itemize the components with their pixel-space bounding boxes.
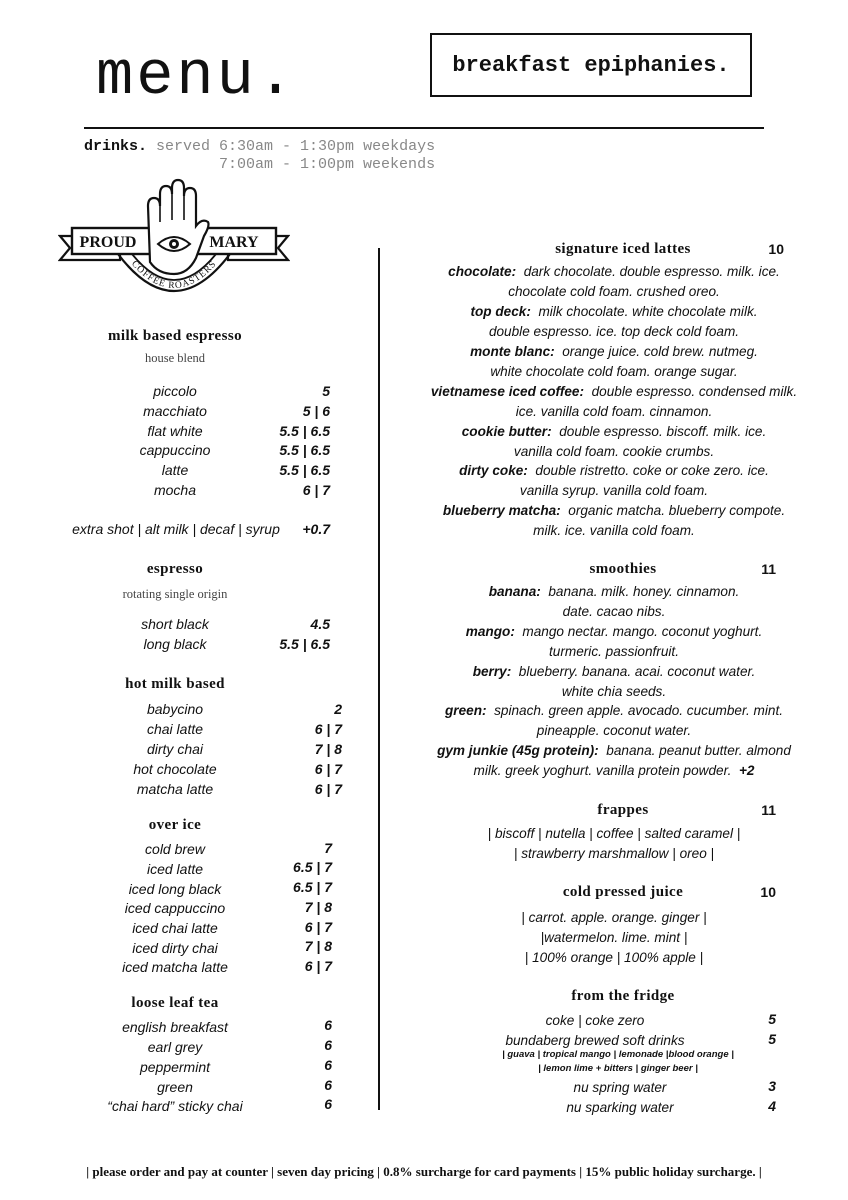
- menu-item-price: 5 | 6: [302, 403, 330, 419]
- footer-notice: | please order and pay at counter | seven day pricing | 0.8% surcharge for card payments | 15% public holiday surcharge. |: [86, 1164, 762, 1179]
- section-price-iced-lattes: 10: [768, 241, 784, 257]
- menu-item-price: 5.5 | 6.5: [279, 423, 330, 439]
- smoothie-berry-desc: white chia seeds.: [561, 684, 667, 699]
- iced-latte-cookie-butter: cookie butter: double espresso. biscoff. milk. ice.: [461, 424, 767, 439]
- section-title-smoothies: smoothies: [589, 561, 657, 577]
- menu-item-name: cold brew: [145, 841, 205, 857]
- menu-item-price: 6: [324, 1037, 332, 1053]
- fridge-item-spring-water: nu spring water: [573, 1080, 667, 1095]
- section-price-frappes: 11: [761, 802, 776, 818]
- fridge-price-bundaberg: 5: [768, 1031, 776, 1047]
- logo-proud-text: PROUD: [79, 234, 137, 251]
- iced-latte-top-deck: top deck: milk chocolate. white chocolate milk.: [470, 304, 758, 319]
- menu-item-name: iced cappuccino: [124, 900, 226, 916]
- menu-item-name: iced matcha latte: [122, 959, 228, 975]
- section-title-juice: cold pressed juice: [562, 884, 684, 900]
- section-title-iced-lattes: signature iced lattes: [555, 241, 691, 257]
- extras-price: +0.7: [302, 521, 330, 537]
- menu-item-name: english breakfast: [122, 1019, 228, 1035]
- tagline: breakfast epiphanies.: [452, 52, 730, 78]
- iced-latte-vietnamese-desc: ice. vanilla cold foam. cinnamon.: [515, 404, 713, 419]
- menu-item-name: “chai hard” sticky chai: [107, 1098, 243, 1114]
- menu-item-price: 6.5 | 7: [293, 879, 332, 895]
- menu-item-price: 6 | 7: [314, 781, 342, 797]
- smoothie-green-desc: pineapple. coconut water.: [536, 723, 692, 738]
- fridge-item-coke: coke | coke zero: [545, 1013, 645, 1028]
- section-title-espresso: espresso: [146, 561, 204, 577]
- section-subtitle-single-origin: rotating single origin: [122, 587, 228, 601]
- section-title-fridge: from the fridge: [571, 988, 675, 1004]
- menu-item-price: 7: [324, 840, 332, 856]
- hours-weekends: 7:00am - 1:00pm weekends: [219, 156, 436, 173]
- iced-latte-cookie-butter-desc: vanilla cold foam. cookie crumbs.: [513, 444, 715, 459]
- menu-item-name: piccolo: [153, 383, 197, 399]
- menu-item-price: 5.5 | 6.5: [279, 462, 330, 478]
- drinks-hours: [84, 138, 435, 174]
- section-title-over-ice: over ice: [148, 817, 202, 833]
- smoothie-gym-junkie: gym junkie (45g protein): banana. peanut butter. almond: [437, 743, 791, 758]
- iced-latte-dirty-coke-desc: vanilla syrup. vanilla cold foam.: [519, 483, 709, 498]
- menu-item-name: iced chai latte: [132, 920, 218, 936]
- menu-item-price: 5.5 | 6.5: [279, 442, 330, 458]
- section-title-tea: loose leaf tea: [131, 995, 219, 1011]
- section-price-smoothies: 11: [761, 561, 776, 577]
- iced-latte-vietnamese: vietnamese iced coffee: double espresso. condensed milk.: [430, 384, 798, 399]
- menu-item-price: 6: [324, 1057, 332, 1073]
- menu-item-name: latte: [161, 462, 189, 478]
- smoothie-gym-junkie-desc: milk. greek yoghurt. vanilla protein powder. +2: [473, 763, 755, 778]
- iced-latte-top-deck-desc: double espresso. ice. top deck cold foam.: [488, 324, 740, 339]
- proud-mary-logo: [58, 178, 290, 306]
- menu-item-name: iced latte: [146, 861, 204, 877]
- smoothie-green: green: spinach. green apple. avocado. cucumber. mint.: [444, 703, 784, 718]
- fridge-flavours-1: | guava | tropical mango | lemonade |blood orange |: [502, 1049, 734, 1060]
- menu-item-name: short black: [141, 616, 209, 632]
- iced-latte-monte-blanc: monte blanc: orange juice. cold brew. nutmeg.: [470, 344, 758, 359]
- fridge-price-coke: 5: [768, 1011, 776, 1027]
- iced-latte-dirty-coke: dirty coke: double ristretto. coke or coke zero. ice.: [459, 463, 769, 478]
- menu-item-price: 7 | 8: [304, 899, 332, 915]
- drinks-label: drinks.: [84, 138, 148, 155]
- smoothie-banana: banana: banana. milk. honey. cinnamon.: [488, 584, 740, 599]
- section-title-hot-milk: hot milk based: [125, 676, 225, 692]
- menu-item-name: long black: [143, 636, 207, 652]
- iced-latte-chocolate-desc: chocolate cold foam. crushed oreo.: [508, 284, 720, 299]
- menu-item-name: iced long black: [128, 881, 222, 897]
- menu-item-price: 6 | 7: [304, 919, 332, 935]
- menu-item-price: 6: [324, 1077, 332, 1093]
- fridge-item-sparkling-water: nu sparking water: [566, 1100, 674, 1115]
- frappes-line-2: | strawberry marshmallow | oreo |: [513, 846, 715, 861]
- menu-item-price: 6 | 7: [304, 958, 332, 974]
- smoothie-mango-desc: turmeric. passionfruit.: [549, 644, 679, 659]
- menu-item-price: 7 | 8: [304, 938, 332, 954]
- menu-item-price: 6.5 | 7: [293, 859, 332, 875]
- menu-item-price: 6: [324, 1017, 332, 1033]
- extras-line: extra shot | alt milk | decaf | syrup: [72, 521, 280, 537]
- menu-item-name: iced dirty chai: [132, 940, 218, 956]
- fridge-price-spring-water: 3: [768, 1078, 776, 1094]
- smoothie-banana-desc: date. cacao nibs.: [562, 604, 666, 619]
- iced-latte-blueberry-matcha-desc: milk. ice. vanilla cold foam.: [533, 523, 695, 538]
- gym-junkie-extra-price: +2: [738, 763, 755, 778]
- menu-item-name: matcha latte: [136, 781, 214, 797]
- section-subtitle-house-blend: house blend: [144, 351, 206, 365]
- iced-latte-chocolate: chocolate: dark chocolate. double espresso. milk. ice.: [448, 264, 780, 279]
- menu-item-name: macchiato: [143, 403, 207, 419]
- section-price-juice: 10: [760, 884, 776, 900]
- menu-item-name: cappuccino: [139, 442, 211, 458]
- column-divider: [378, 248, 380, 1110]
- page-title: menu.: [96, 41, 298, 112]
- smoothie-berry: berry: blueberry. banana. acai. coconut water.: [472, 664, 756, 679]
- menu-item-name: chai latte: [146, 721, 204, 737]
- menu-item-name: peppermint: [139, 1059, 211, 1075]
- smoothie-mango: mango: mango nectar. mango. coconut yoghurt.: [465, 624, 763, 639]
- menu-item-name: hot chocolate: [133, 761, 217, 777]
- menu-item-name: green: [157, 1079, 193, 1095]
- menu-item-price: 6: [324, 1096, 332, 1112]
- menu-item-price: 6 | 7: [314, 761, 342, 777]
- menu-item-price: 5.5 | 6.5: [279, 636, 330, 652]
- juice-line-3: | 100% orange | 100% apple |: [524, 950, 704, 965]
- menu-item-name: flat white: [147, 423, 203, 439]
- menu-item-price: 6 | 7: [302, 482, 330, 498]
- menu-item-price: 4.5: [310, 616, 330, 632]
- header-rule: [84, 127, 764, 129]
- fridge-flavours-2: | lemon lime + bitters | ginger beer |: [538, 1063, 698, 1074]
- logo-mary-text: MARY: [209, 234, 259, 251]
- frappes-line-1: | biscoff | nutella | coffee | salted caramel |: [487, 826, 741, 841]
- menu-item-name: earl grey: [147, 1039, 203, 1055]
- logo-roasters-text: COFFEE ROASTERS: [129, 259, 219, 292]
- fridge-price-sparkling-water: 4: [768, 1098, 776, 1114]
- juice-line-1: | carrot. apple. orange. ginger |: [521, 910, 707, 925]
- menu-item-price: 5: [322, 383, 330, 399]
- iced-latte-blueberry-matcha: blueberry matcha: organic matcha. blueberry compote.: [442, 503, 786, 518]
- menu-item-price: 2: [334, 701, 342, 717]
- tagline-box: [430, 33, 752, 97]
- fridge-item-bundaberg: bundaberg brewed soft drinks: [505, 1033, 685, 1048]
- menu-item-price: 7 | 8: [314, 741, 342, 757]
- section-title-milk-espresso: milk based espresso: [107, 328, 242, 344]
- hours-weekdays: served 6:30am - 1:30pm weekdays: [156, 138, 436, 155]
- menu-item-price: 6 | 7: [314, 721, 342, 737]
- section-title-frappes: frappes: [597, 802, 649, 818]
- menu-item-name: babycino: [146, 701, 204, 717]
- juice-line-2: |watermelon. lime. mint |: [540, 930, 688, 945]
- iced-latte-monte-blanc-desc: white chocolate cold foam. orange sugar.: [490, 364, 738, 379]
- menu-item-name: mocha: [153, 482, 197, 498]
- menu-item-name: dirty chai: [146, 741, 204, 757]
